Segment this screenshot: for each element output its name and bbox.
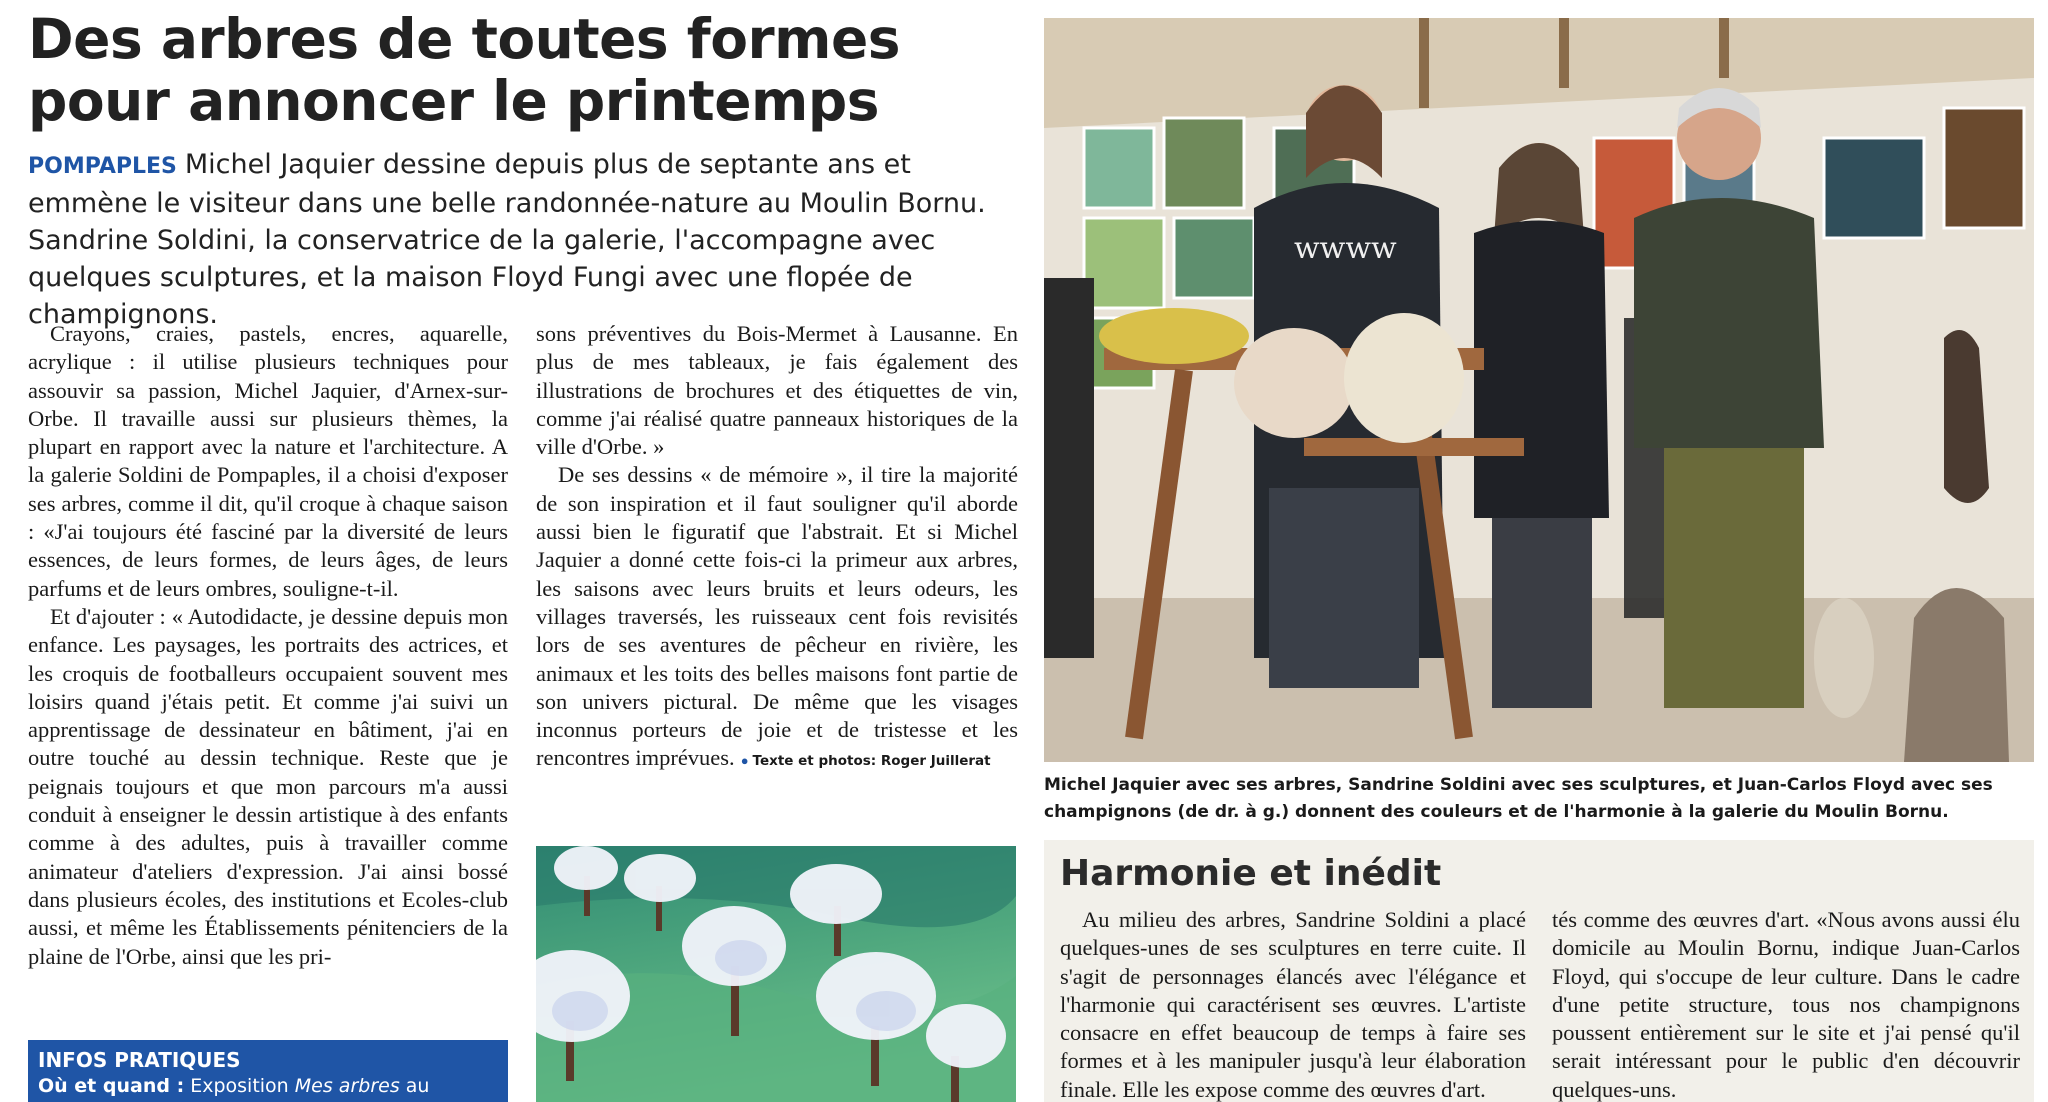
bullet-icon: ●: [740, 753, 749, 769]
body-paragraph: [536, 461, 1018, 775]
box-column-2: [1552, 906, 2020, 1102]
body-paragraph-text: De ses dessins « de mémoire », il tire la majorité de son inspiration et il faut souligner qu'il aborde aussi bien le figuratif que l'abstrait. Et si Michel Jaquier a donné cette fois-ci la primeur aux arbres, les saisons avec leurs bruits et leurs odeurs, les villages traversés, les ruisseaux cent fois revisités lors de ses aventures de pêcheur en rivière, les animaux et les toits des belles maisons font partie de son univers pictural. De même que les visages inconnus porteurs de joie et de tristesse et les rencontres imprévues.: [536, 462, 1018, 771]
infos-text-before: Exposition: [190, 1075, 289, 1097]
infos-title: INFOS PRATIQUES: [38, 1048, 241, 1072]
infos-pratiques-box: [28, 1040, 508, 1102]
headline-line-1: Des arbres de toutes formes: [28, 7, 900, 71]
infos-label: Où et quand :: [38, 1075, 185, 1097]
infos-text-after: au: [405, 1075, 430, 1097]
headline: [28, 8, 1028, 132]
headline-line-2: pour annoncer le printemps: [28, 69, 879, 133]
tree-painting-image: [536, 846, 1016, 1102]
box-paragraph: Au milieu des arbres, Sandrine Soldini a placé quelques-unes de ses sculptures en terre cuite. Il s'agit de personnages élancés avec l'élégance et l'harmonie qui caractérisent ses œuvres. L'artiste consacre en effet beaucoup de temps à faire ses formes et à les manipuler jusqu'à leur élaboration finale. Elle les expose comme des œuvres d'art.: [1060, 907, 1526, 1102]
location-kicker: POMPAPLES: [28, 154, 177, 179]
box-title: Harmonie et inédit: [1060, 853, 1442, 894]
box-column-1: [1060, 906, 1526, 1102]
photo-credit: Texte et photos: Roger Juillerat: [752, 753, 991, 770]
body-paragraph: Crayons, craies, pastels, encres, aquarelle, acrylique : il utilise plusieurs techniques pour assouvir sa passion, Michel Jaquier, d'Arnex-sur-Orbe. Il travaille aussi sur plusieurs thèmes, la plupart en rapport avec la nature et l'architecture. A la galerie Soldini de Pompaples, il a choisi d'exposer ses arbres, comme il dit, qu'il croque à chaque saison : «J'ai toujours été fasciné par la diversité de leurs essences, de leurs formes, de leurs âges, de leurs parfums et de leurs ombres, souligne-t-il.: [28, 321, 508, 601]
tree-painting-svg: [536, 846, 1016, 1102]
article-column-2: [536, 320, 1018, 800]
box-paragraph: tés comme des œuvres d'art. «Nous avons aussi élu domicile au Moulin Bornu, indique Juan-Carlos Floyd, qui s'occupe de leur culture. Dans le cadre d'une petite structure, tous nos champignons poussent entièrement sur le site et j'ai pensé qu'il serait intéressant pour le public d'en découvrir quelques-uns.: [1552, 907, 2020, 1102]
gallery-photo: [1044, 18, 2034, 762]
exhibition-title: Mes arbres: [294, 1075, 400, 1097]
body-paragraph: sons préventives du Bois-Mermet à Lausanne. En plus de mes tableaux, je fais également des illustrations de brochures et des étiquettes de vin, comme j'ai réalisé quatre panneaux historiques de la ville d'Orbe. »: [536, 321, 1018, 460]
infos-line: [38, 1072, 500, 1100]
lead-paragraph: [28, 146, 988, 333]
article-column-1: [28, 320, 508, 1020]
body-paragraph: Et d'ajouter : « Autodidacte, je dessine depuis mon enfance. Les paysages, les portraits des actrices, et les croquis de footballeurs occupaient souvent mes loisirs quand j'étais petit. Et comme j'ai suivi un apprentissage de dessinateur en bâtiment, j'ai en outre touché au dessin technique. Reste que je peignais toujours et que mon parcours m'a aussi conduit à enseigner le dessin artistique à des enfants comme à des adultes, puis à travailler comme animateur d'ateliers d'expression. J'ai ainsi bossé dans plusieurs écoles, des institutions et Ecoles-club aussi, et même les Établissements pénitenciers de la plaine de l'Orbe, ainsi que les pri-: [28, 603, 508, 969]
photo-caption: Michel Jaquier avec ses arbres, Sandrine Soldini avec ses sculptures, et Juan-Carlos Floyd avec ses champignons (de dr. à g.) donnent des couleurs et de l'harmonie à la galerie du Moulin Bornu.: [1044, 775, 1993, 822]
sweater-text: wwww: [1294, 231, 1397, 266]
lead-text: Michel Jaquier dessine depuis plus de septante ans et emmène le visiteur dans une belle randonnée-nature au Moulin Bornu. Sandrine Soldini, la conservatrice de la galerie, l'accompagne avec quelques sculptures, et la maison Floyd Fungi avec une flopée de champignons.: [28, 149, 986, 330]
gallery-photo-svg: [1044, 18, 2034, 762]
